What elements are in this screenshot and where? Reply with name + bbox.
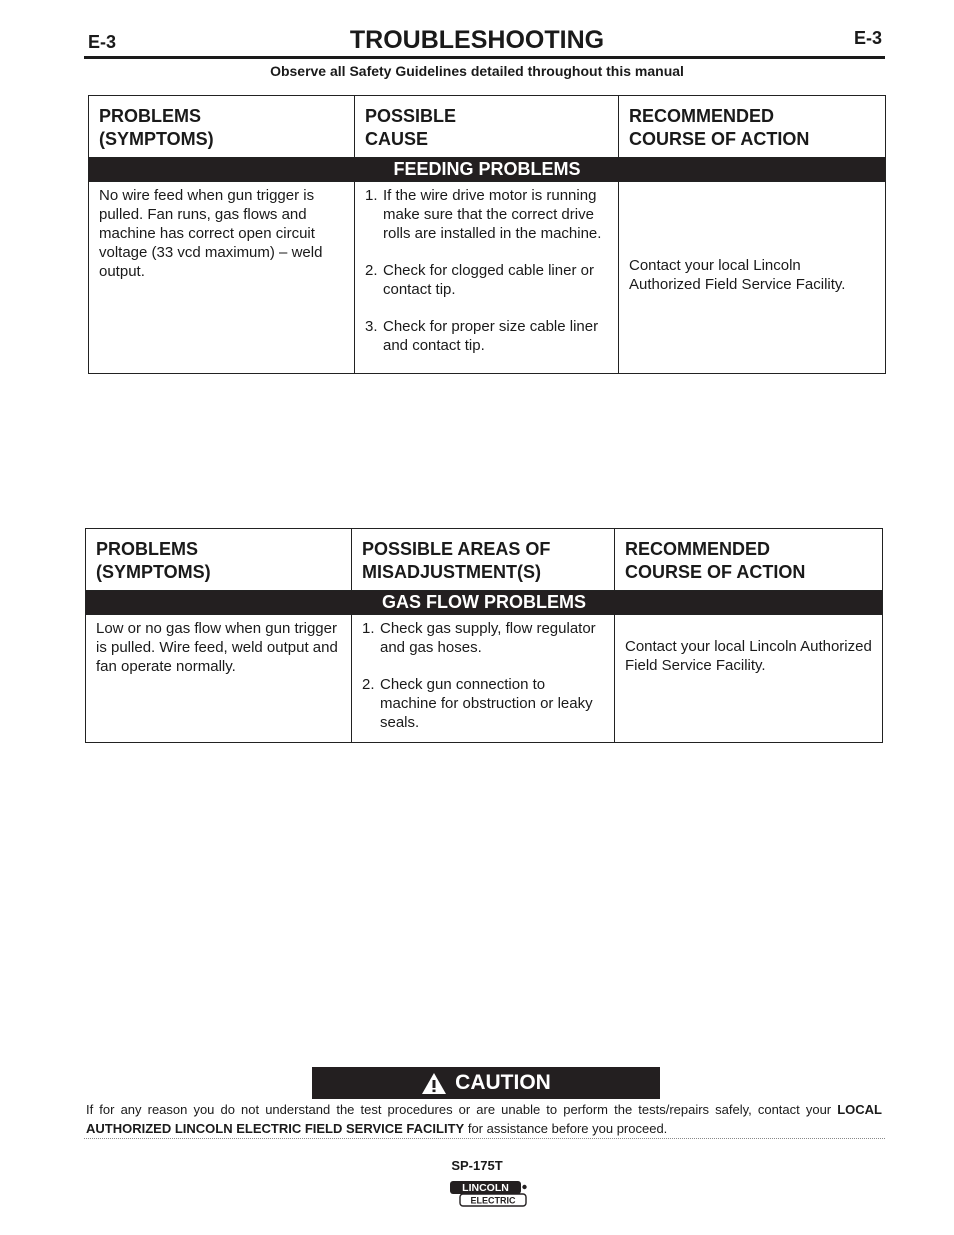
action-header <box>615 529 883 591</box>
page-code-right: E-3 <box>854 28 883 48</box>
list-text: Check gas supply, flow regulator and gas hoses. <box>380 620 596 656</box>
list-text: Check for proper size cable liner and contact tip. <box>383 318 599 354</box>
gas-flow-problems-table <box>85 528 883 743</box>
list-number: 1. <box>365 187 378 204</box>
list-number: 2. <box>365 262 378 279</box>
misadjustment-header <box>352 529 615 591</box>
section-row <box>86 591 883 615</box>
action-cell: Contact your local Lincoln Authorized Field Service Facility. <box>615 615 883 743</box>
list-item <box>365 261 608 299</box>
model-number: SP-175T <box>451 1158 503 1173</box>
action-cell: Contact your local Lincoln Authorized Field Service Facility. <box>619 182 886 374</box>
header-line: RECOMMENDED <box>629 106 775 126</box>
svg-text:ELECTRIC: ELECTRIC <box>470 1195 516 1206</box>
section-title: GAS FLOW PROBLEMS <box>382 592 586 612</box>
svg-text:LINCOLN: LINCOLN <box>462 1182 509 1195</box>
cause-header <box>355 96 619 158</box>
lincoln-electric-logo <box>449 1180 529 1208</box>
header-rule <box>84 56 885 59</box>
action-header <box>619 96 886 158</box>
problem-cell: Low or no gas flow when gun trigger is pulled. Wire feed, weld output and fan operate normally. <box>86 615 352 743</box>
list-text: Check gun connection to machine for obstruction or leaky seals. <box>380 676 593 731</box>
problems-header <box>89 96 355 158</box>
list-number: 3. <box>365 318 378 335</box>
header-line: PROBLEMS <box>96 539 199 559</box>
header-line: PROBLEMS <box>99 106 202 126</box>
cause-cell <box>352 615 615 743</box>
problem-cell: No wire feed when gun trigger is pulled. Fan runs, gas flows and machine has correct open circuit voltage (33 vcd maximum) – weld output. <box>89 182 355 374</box>
safety-subtitle: Observe all Safety Guidelines detailed throughout this manual <box>270 63 684 79</box>
header-line: POSSIBLE <box>365 106 457 126</box>
cause-cell <box>355 182 619 374</box>
caution-banner <box>312 1067 660 1099</box>
section-title: FEEDING PROBLEMS <box>393 159 581 179</box>
caution-text <box>86 1100 882 1138</box>
footer-divider <box>84 1138 885 1139</box>
header-line: (SYMPTOMS) <box>96 562 211 582</box>
caution-text-bold: LOCAL AUTHORIZED LINCOLN ELECTRIC FIELD SERVICE FACILITY <box>86 1102 882 1136</box>
list-item <box>365 317 608 355</box>
table-row <box>89 182 886 374</box>
header-line: (SYMPTOMS) <box>99 129 214 149</box>
feeding-problems-table <box>88 95 886 374</box>
list-text: Check for clogged cable liner or contact tip. <box>383 262 594 298</box>
header-line: COURSE OF ACTION <box>625 562 806 582</box>
section-row <box>89 158 886 182</box>
caution-label: CAUTION <box>455 1071 551 1094</box>
list-item <box>365 186 608 243</box>
cause-list <box>365 186 608 355</box>
problems-header <box>86 529 352 591</box>
warning-triangle-icon <box>421 1072 447 1095</box>
caution-text-part: If for any reason you do not understand the test procedures or are unable to perform the tests/repairs safely, contact your <box>86 1102 838 1117</box>
list-number: 2. <box>362 676 375 693</box>
list-item <box>362 675 604 732</box>
list-text: If the wire drive motor is running make sure that the correct drive rolls are installed in the machine. <box>383 187 602 242</box>
page-title: TROUBLESHOOTING <box>349 26 605 54</box>
list-item <box>362 619 604 657</box>
page-code-left: E-3 <box>88 32 117 52</box>
cause-list <box>362 619 604 732</box>
table-header-row <box>89 96 886 158</box>
header-line: COURSE OF ACTION <box>629 129 810 149</box>
header-line: CAUSE <box>365 129 429 149</box>
list-number: 1. <box>362 620 375 637</box>
header-line: RECOMMENDED <box>625 539 771 559</box>
table-header-row <box>86 529 883 591</box>
caution-text-part: for assistance before you proceed. <box>464 1121 668 1136</box>
header-line: MISADJUSTMENT(S) <box>362 562 541 582</box>
header-line: POSSIBLE AREAS OF <box>362 539 551 559</box>
table-row <box>86 615 883 743</box>
